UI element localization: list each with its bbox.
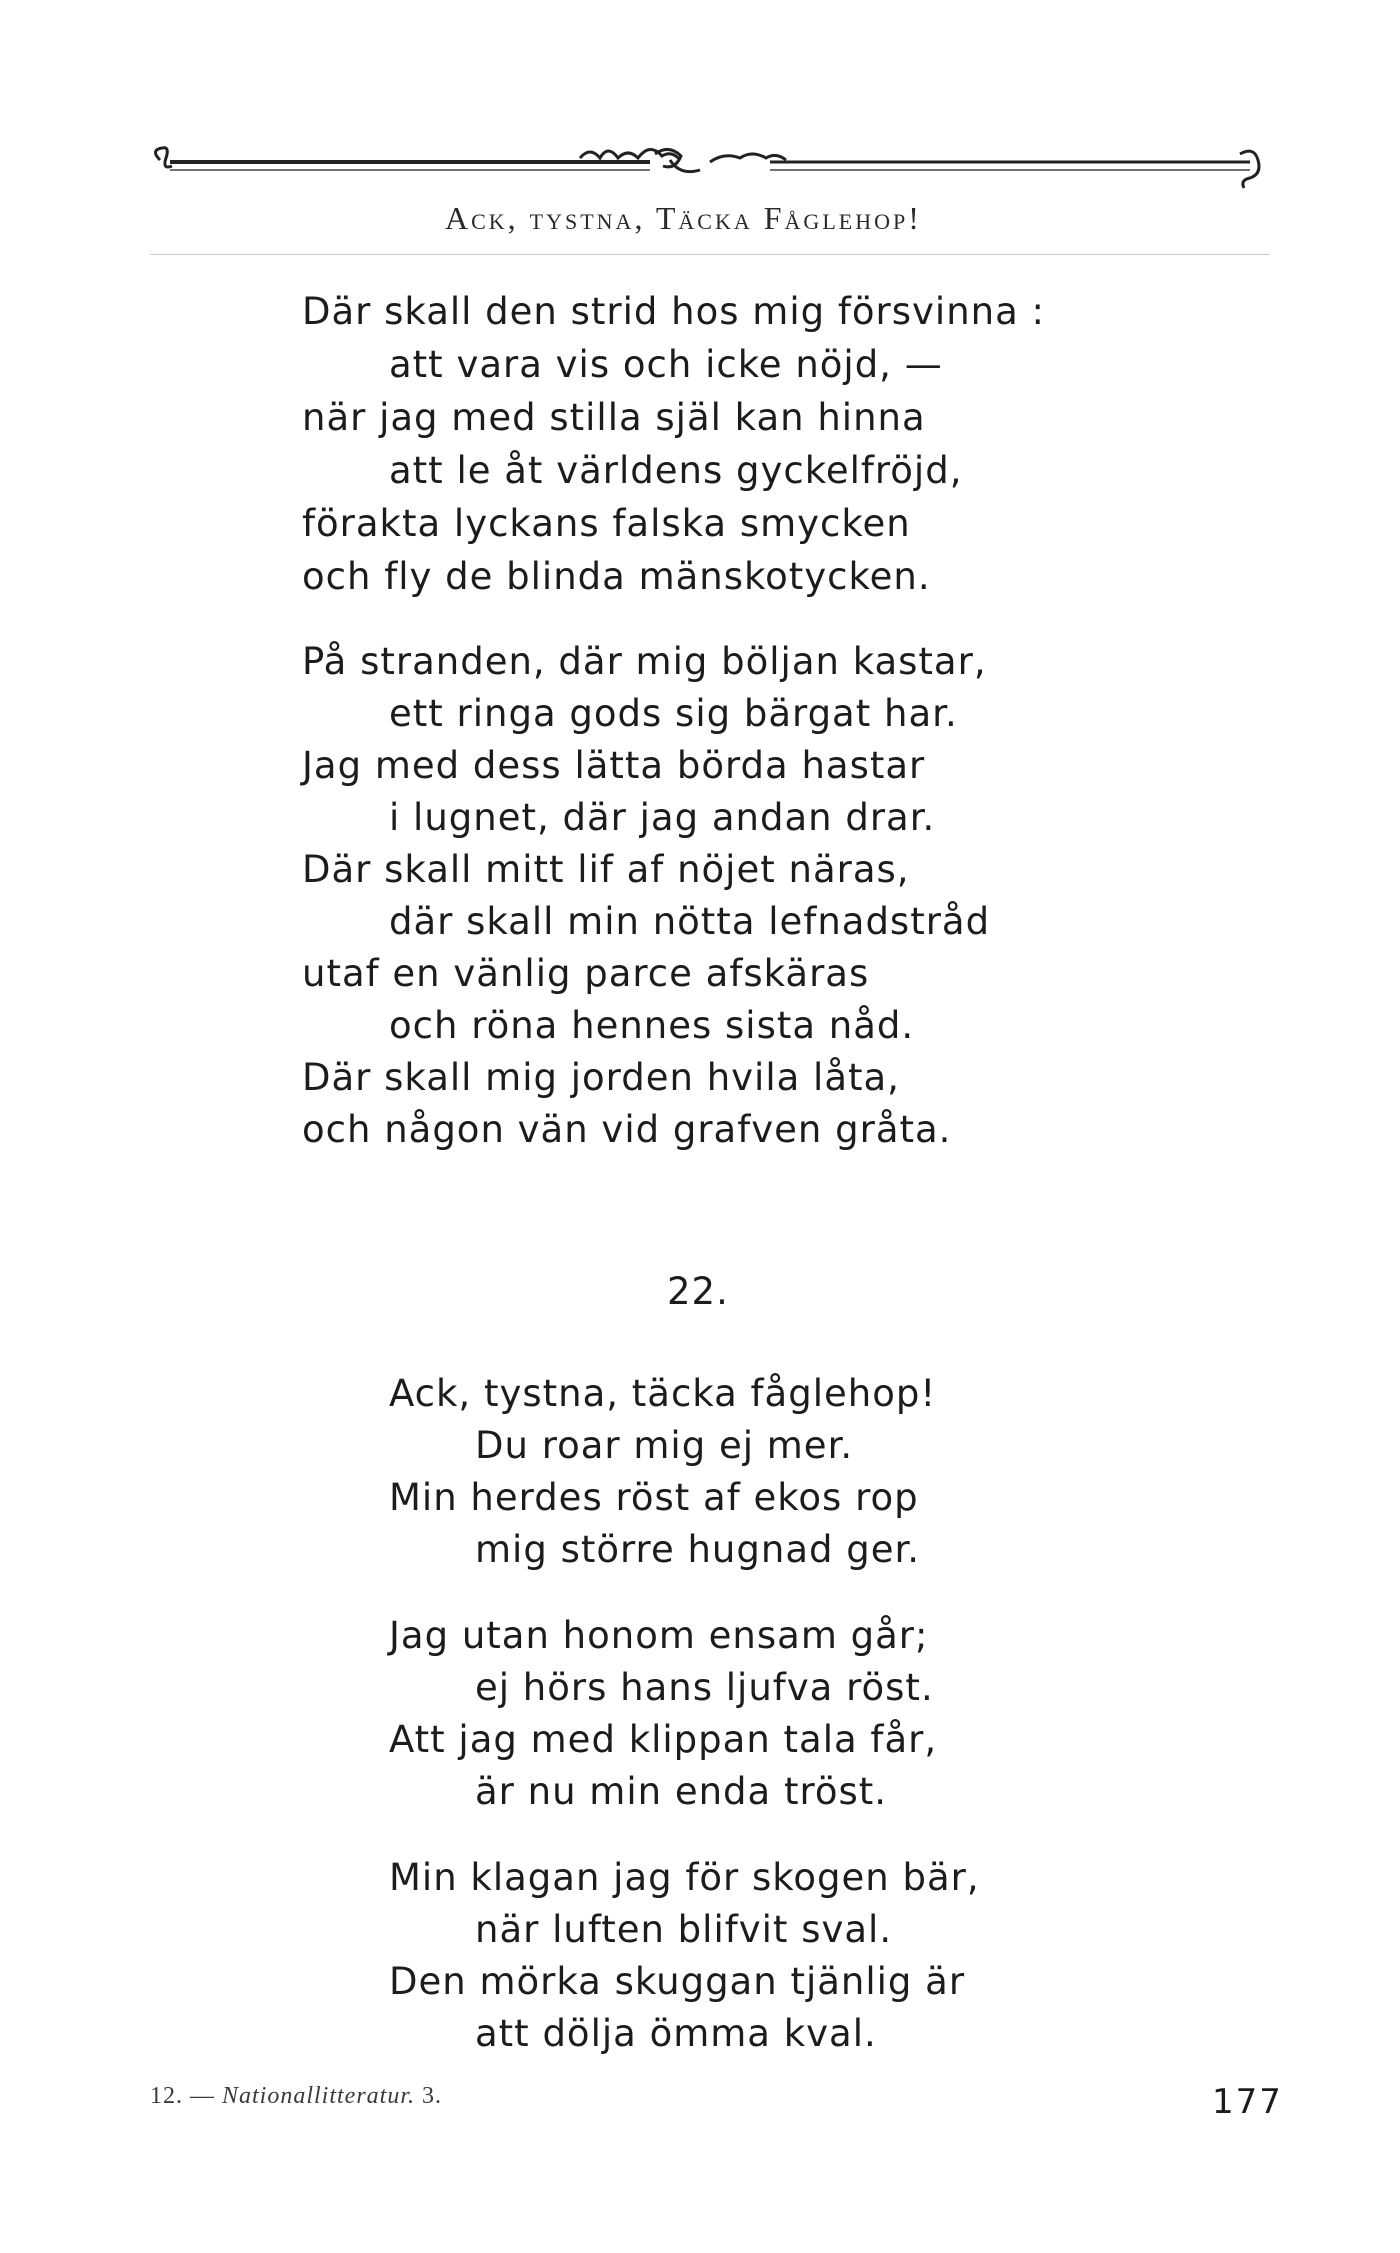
poem-line: att le åt världens gyckelfröjd, — [389, 449, 963, 492]
poem-line: Den mörka skuggan tjänlig är — [389, 1960, 966, 2003]
section-number: 22. — [667, 1270, 729, 1313]
poem-line: Där skall mitt lif af nöjet näras, — [302, 848, 910, 891]
poem-line: Jag utan honom ensam går; — [389, 1614, 929, 1657]
poem-line: i lugnet, där jag andan drar. — [389, 796, 936, 839]
poem-line: att dölja ömma kval. — [475, 2012, 877, 2055]
poem-line: och fly de blinda mänskotycken. — [302, 555, 931, 598]
header-ornament — [150, 140, 1270, 200]
poem-line: Att jag med klippan tala får, — [389, 1718, 938, 1761]
signature-volume: 3. — [422, 2083, 443, 2109]
header-rule — [150, 254, 1270, 255]
poem-line: är nu min enda tröst. — [475, 1770, 888, 1813]
poem-line: när luften blifvit sval. — [475, 1908, 893, 1951]
poem-line: Du roar mig ej mer. — [475, 1424, 854, 1467]
poem-line: ej hörs hans ljufva röst. — [475, 1666, 934, 1709]
running-head: Ack, tystna, Täcka Fåglehop! — [445, 200, 922, 236]
poem-line: Jag med dess lätta börda hastar — [302, 744, 926, 787]
poem-line: utaf en vänlig parce afskäras — [302, 952, 870, 995]
poem-line: ett ringa gods sig bärgat har. — [389, 692, 958, 735]
poem-line: och röna hennes sista nåd. — [389, 1004, 915, 1047]
poem-line: och någon vän vid grafven gråta. — [302, 1108, 952, 1151]
signature-mark — [150, 2083, 442, 2110]
poem-line: där skall min nötta lefnadstråd — [389, 900, 991, 943]
poem-line: Där skall den strid hos mig försvinna : — [302, 290, 1045, 333]
signature-title: Nationallitteratur. — [222, 2083, 416, 2109]
poem-line: förakta lyckans falska smycken — [302, 502, 911, 545]
poem-line: mig större hugnad ger. — [475, 1528, 921, 1571]
signature-number: 12. — [150, 2083, 183, 2109]
poem-line: Där skall mig jorden hvila låta, — [302, 1056, 900, 1099]
page-number: 177 — [1212, 2082, 1283, 2122]
poem-line: Min klagan jag för skogen bär, — [389, 1856, 980, 1899]
poem-line: när jag med stilla själ kan hinna — [302, 396, 926, 439]
poem-line: att vara vis och icke nöjd, — — [389, 343, 943, 386]
poem-line: På stranden, där mig böljan kastar, — [302, 640, 987, 683]
signature-dash: — — [190, 2083, 215, 2109]
poem-line: Min herdes röst af ekos rop — [389, 1476, 919, 1519]
poem-line: Ack, tystna, täcka fåglehop! — [389, 1372, 937, 1415]
